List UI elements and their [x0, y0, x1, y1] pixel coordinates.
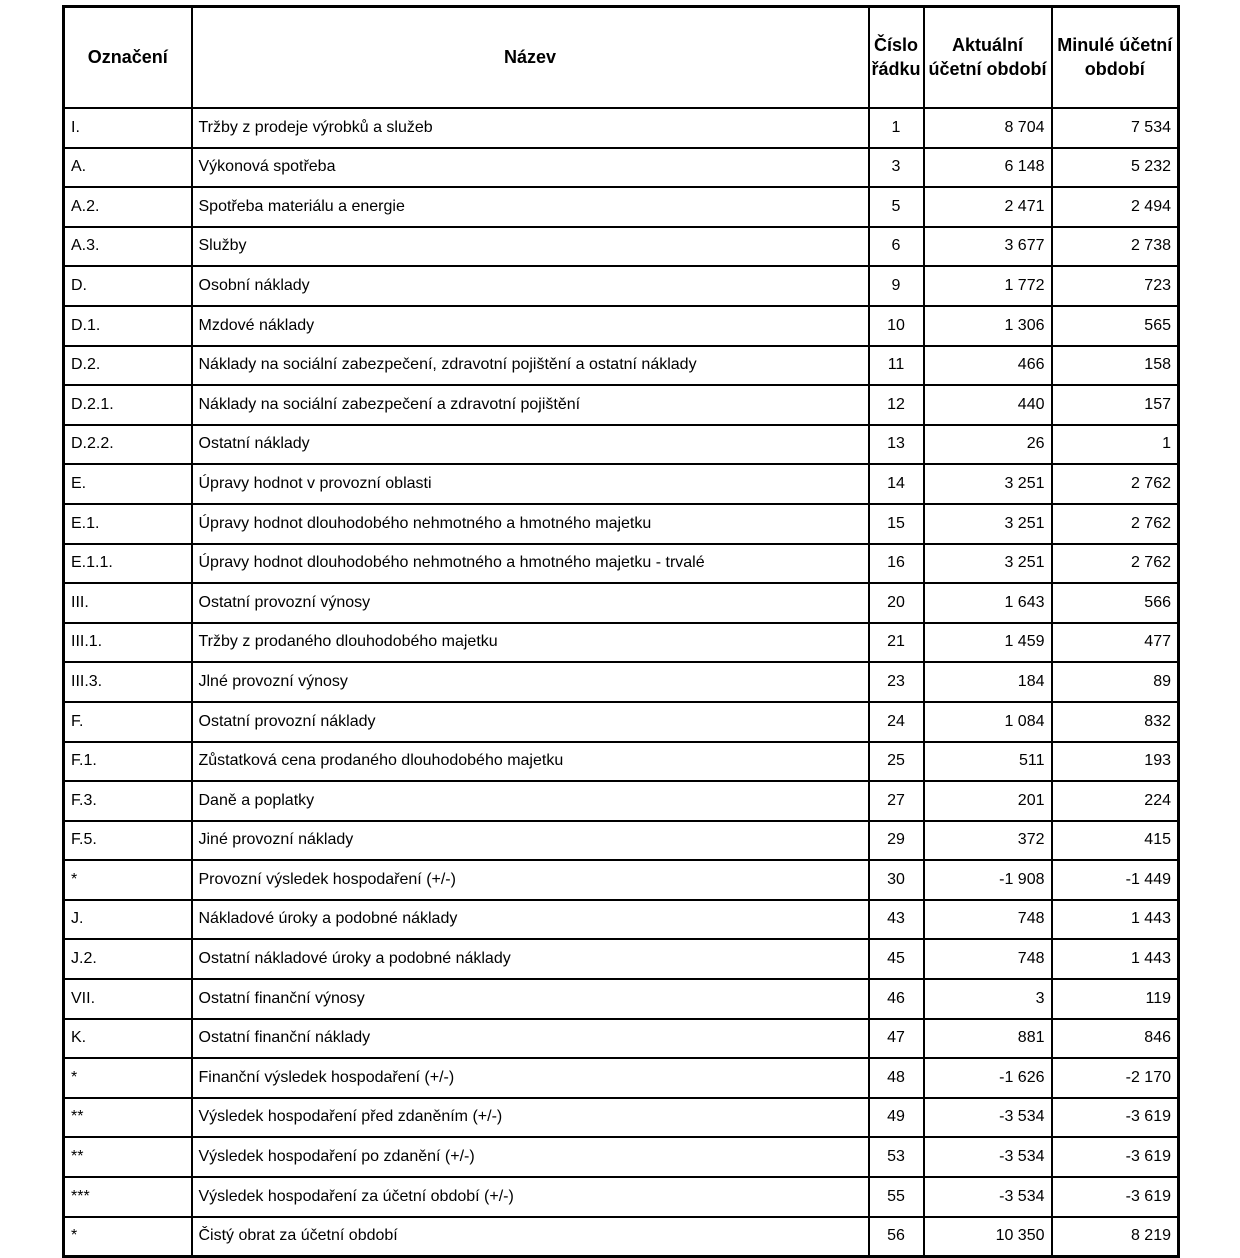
current-period-cell: 3 251 [924, 464, 1052, 504]
row-number-cell: 16 [869, 544, 924, 584]
row-number-cell: 5 [869, 187, 924, 227]
row-designation-cell: ** [64, 1137, 192, 1177]
current-period-cell: -1 626 [924, 1058, 1052, 1098]
row-designation-cell: A.2. [64, 187, 192, 227]
previous-period-cell: 846 [1052, 1019, 1179, 1059]
row-designation-cell: F. [64, 702, 192, 742]
table-row [64, 306, 1179, 346]
header-designation: Označení [64, 7, 192, 109]
current-period-cell: 3 251 [924, 544, 1052, 584]
table-row [64, 1137, 1179, 1177]
current-period-cell: -1 908 [924, 860, 1052, 900]
row-designation-cell: D.2. [64, 346, 192, 386]
current-period-cell: 1 643 [924, 583, 1052, 623]
row-name-cell: Ostatní finanční výnosy [192, 979, 869, 1019]
row-designation-cell: I. [64, 108, 192, 148]
row-number-cell: 1 [869, 108, 924, 148]
current-period-cell: 3 251 [924, 504, 1052, 544]
row-designation-cell: J.2. [64, 939, 192, 979]
row-designation-cell: E.1.1. [64, 544, 192, 584]
row-designation-cell: D.2.2. [64, 425, 192, 465]
row-designation-cell: A.3. [64, 227, 192, 267]
row-number-cell: 13 [869, 425, 924, 465]
table-row [64, 781, 1179, 821]
table-row [64, 900, 1179, 940]
current-period-cell: 201 [924, 781, 1052, 821]
current-period-cell: 511 [924, 742, 1052, 782]
table-row [64, 821, 1179, 861]
current-period-cell: 26 [924, 425, 1052, 465]
current-period-cell: 10 350 [924, 1217, 1052, 1257]
table-row [64, 1019, 1179, 1059]
previous-period-cell: 224 [1052, 781, 1179, 821]
row-number-cell: 20 [869, 583, 924, 623]
row-name-cell: Úpravy hodnot v provozní oblasti [192, 464, 869, 504]
current-period-cell: -3 534 [924, 1098, 1052, 1138]
row-name-cell: Ostatní provozní náklady [192, 702, 869, 742]
table-row [64, 504, 1179, 544]
previous-period-cell: 89 [1052, 662, 1179, 702]
current-period-cell: 440 [924, 385, 1052, 425]
row-number-cell: 15 [869, 504, 924, 544]
previous-period-cell: 566 [1052, 583, 1179, 623]
table-row [64, 583, 1179, 623]
row-number-cell: 23 [869, 662, 924, 702]
previous-period-cell: 5 232 [1052, 148, 1179, 188]
table-row [64, 148, 1179, 188]
row-designation-cell: F.1. [64, 742, 192, 782]
row-designation-cell: E. [64, 464, 192, 504]
row-name-cell: Tržby z prodaného dlouhodobého majetku [192, 623, 869, 663]
previous-period-cell: 2 762 [1052, 464, 1179, 504]
table-row [64, 346, 1179, 386]
table-row [64, 544, 1179, 584]
current-period-cell: 3 [924, 979, 1052, 1019]
row-number-cell: 21 [869, 623, 924, 663]
row-designation-cell: K. [64, 1019, 192, 1059]
row-name-cell: Tržby z prodeje výrobků a služeb [192, 108, 869, 148]
row-number-cell: 24 [869, 702, 924, 742]
table-row [64, 623, 1179, 663]
row-number-cell: 48 [869, 1058, 924, 1098]
current-period-cell: 1 306 [924, 306, 1052, 346]
row-name-cell: Nákladové úroky a podobné náklady [192, 900, 869, 940]
row-number-cell: 53 [869, 1137, 924, 1177]
table-row [64, 108, 1179, 148]
table-row [64, 742, 1179, 782]
row-name-cell: Výsledek hospodaření za účetní období (+/-) [192, 1177, 869, 1217]
previous-period-cell: 7 534 [1052, 108, 1179, 148]
row-name-cell: Finanční výsledek hospodaření (+/-) [192, 1058, 869, 1098]
row-name-cell: Výkonová spotřeba [192, 148, 869, 188]
row-name-cell: Úpravy hodnot dlouhodobého nehmotného a hmotného majetku - trvalé [192, 544, 869, 584]
previous-period-cell: 1 [1052, 425, 1179, 465]
row-name-cell: Spotřeba materiálu a energie [192, 187, 869, 227]
row-name-cell: Ostatní náklady [192, 425, 869, 465]
row-number-cell: 29 [869, 821, 924, 861]
row-number-cell: 46 [869, 979, 924, 1019]
row-name-cell: Úpravy hodnot dlouhodobého nehmotného a hmotného majetku [192, 504, 869, 544]
row-number-cell: 47 [869, 1019, 924, 1059]
header-previous-period: Minulé účetní období [1052, 7, 1179, 109]
table-header-row [64, 7, 1179, 109]
header-row-number: Číslo řádku [869, 7, 924, 109]
row-number-cell: 56 [869, 1217, 924, 1257]
row-number-cell: 12 [869, 385, 924, 425]
row-number-cell: 45 [869, 939, 924, 979]
table-row [64, 1177, 1179, 1217]
table-row [64, 1098, 1179, 1138]
row-name-cell: Výsledek hospodaření po zdanění (+/-) [192, 1137, 869, 1177]
previous-period-cell: -3 619 [1052, 1098, 1179, 1138]
row-name-cell: Ostatní nákladové úroky a podobné náklady [192, 939, 869, 979]
row-designation-cell: * [64, 860, 192, 900]
row-number-cell: 43 [869, 900, 924, 940]
row-name-cell: Provozní výsledek hospodaření (+/-) [192, 860, 869, 900]
row-name-cell: Osobní náklady [192, 266, 869, 306]
previous-period-cell: 2 738 [1052, 227, 1179, 267]
table-row [64, 187, 1179, 227]
row-number-cell: 30 [869, 860, 924, 900]
current-period-cell: -3 534 [924, 1177, 1052, 1217]
table-row [64, 385, 1179, 425]
current-period-cell: 881 [924, 1019, 1052, 1059]
row-designation-cell: D.1. [64, 306, 192, 346]
row-name-cell: Náklady na sociální zabezpečení a zdravotní pojištění [192, 385, 869, 425]
current-period-cell: 1 084 [924, 702, 1052, 742]
current-period-cell: 6 148 [924, 148, 1052, 188]
row-designation-cell: * [64, 1217, 192, 1257]
current-period-cell: 3 677 [924, 227, 1052, 267]
row-number-cell: 6 [869, 227, 924, 267]
row-name-cell: Náklady na sociální zabezpečení, zdravotní pojištění a ostatní náklady [192, 346, 869, 386]
row-name-cell: Mzdové náklady [192, 306, 869, 346]
row-designation-cell: III.1. [64, 623, 192, 663]
table-row [64, 860, 1179, 900]
table-row [64, 939, 1179, 979]
row-designation-cell: A. [64, 148, 192, 188]
row-designation-cell: *** [64, 1177, 192, 1217]
table-row [64, 1058, 1179, 1098]
row-designation-cell: F.5. [64, 821, 192, 861]
previous-period-cell: 415 [1052, 821, 1179, 861]
row-designation-cell: E.1. [64, 504, 192, 544]
current-period-cell: 2 471 [924, 187, 1052, 227]
header-current-period: Aktuální účetní období [924, 7, 1052, 109]
row-name-cell: Jlné provozní výnosy [192, 662, 869, 702]
previous-period-cell: 832 [1052, 702, 1179, 742]
current-period-cell: 8 704 [924, 108, 1052, 148]
previous-period-cell: 157 [1052, 385, 1179, 425]
previous-period-cell: 8 219 [1052, 1217, 1179, 1257]
row-name-cell: Daně a poplatky [192, 781, 869, 821]
table-row [64, 425, 1179, 465]
row-name-cell: Ostatní provozní výnosy [192, 583, 869, 623]
table-body [64, 108, 1179, 1257]
row-number-cell: 3 [869, 148, 924, 188]
row-number-cell: 25 [869, 742, 924, 782]
current-period-cell: -3 534 [924, 1137, 1052, 1177]
row-designation-cell: J. [64, 900, 192, 940]
row-number-cell: 9 [869, 266, 924, 306]
row-number-cell: 27 [869, 781, 924, 821]
table-row [64, 464, 1179, 504]
table-row [64, 662, 1179, 702]
previous-period-cell: 723 [1052, 266, 1179, 306]
previous-period-cell: 477 [1052, 623, 1179, 663]
current-period-cell: 1 459 [924, 623, 1052, 663]
previous-period-cell: 1 443 [1052, 900, 1179, 940]
row-designation-cell: F.3. [64, 781, 192, 821]
table-row [64, 1217, 1179, 1257]
previous-period-cell: 193 [1052, 742, 1179, 782]
previous-period-cell: 158 [1052, 346, 1179, 386]
row-number-cell: 14 [869, 464, 924, 504]
row-designation-cell: III. [64, 583, 192, 623]
row-designation-cell: D. [64, 266, 192, 306]
header-name: Název [192, 7, 869, 109]
row-name-cell: Služby [192, 227, 869, 267]
table-row [64, 266, 1179, 306]
row-designation-cell: ** [64, 1098, 192, 1138]
previous-period-cell: 1 443 [1052, 939, 1179, 979]
previous-period-cell: 2 494 [1052, 187, 1179, 227]
previous-period-cell: 565 [1052, 306, 1179, 346]
row-number-cell: 55 [869, 1177, 924, 1217]
previous-period-cell: -2 170 [1052, 1058, 1179, 1098]
row-designation-cell: III.3. [64, 662, 192, 702]
row-name-cell: Ostatní finanční náklady [192, 1019, 869, 1059]
previous-period-cell: 2 762 [1052, 544, 1179, 584]
row-number-cell: 49 [869, 1098, 924, 1138]
current-period-cell: 748 [924, 900, 1052, 940]
income-statement-table [62, 5, 1180, 1258]
row-name-cell: Výsledek hospodaření před zdaněním (+/-) [192, 1098, 869, 1138]
row-number-cell: 10 [869, 306, 924, 346]
previous-period-cell: -3 619 [1052, 1137, 1179, 1177]
row-name-cell: Čistý obrat za účetní období [192, 1217, 869, 1257]
table-row [64, 702, 1179, 742]
previous-period-cell: -3 619 [1052, 1177, 1179, 1217]
previous-period-cell: 119 [1052, 979, 1179, 1019]
row-designation-cell: * [64, 1058, 192, 1098]
current-period-cell: 372 [924, 821, 1052, 861]
table-row [64, 979, 1179, 1019]
row-name-cell: Zůstatková cena prodaného dlouhodobého majetku [192, 742, 869, 782]
previous-period-cell: -1 449 [1052, 860, 1179, 900]
current-period-cell: 748 [924, 939, 1052, 979]
current-period-cell: 1 772 [924, 266, 1052, 306]
current-period-cell: 466 [924, 346, 1052, 386]
previous-period-cell: 2 762 [1052, 504, 1179, 544]
row-designation-cell: D.2.1. [64, 385, 192, 425]
current-period-cell: 184 [924, 662, 1052, 702]
table-row [64, 227, 1179, 267]
row-designation-cell: VII. [64, 979, 192, 1019]
row-number-cell: 11 [869, 346, 924, 386]
row-name-cell: Jiné provozní náklady [192, 821, 869, 861]
